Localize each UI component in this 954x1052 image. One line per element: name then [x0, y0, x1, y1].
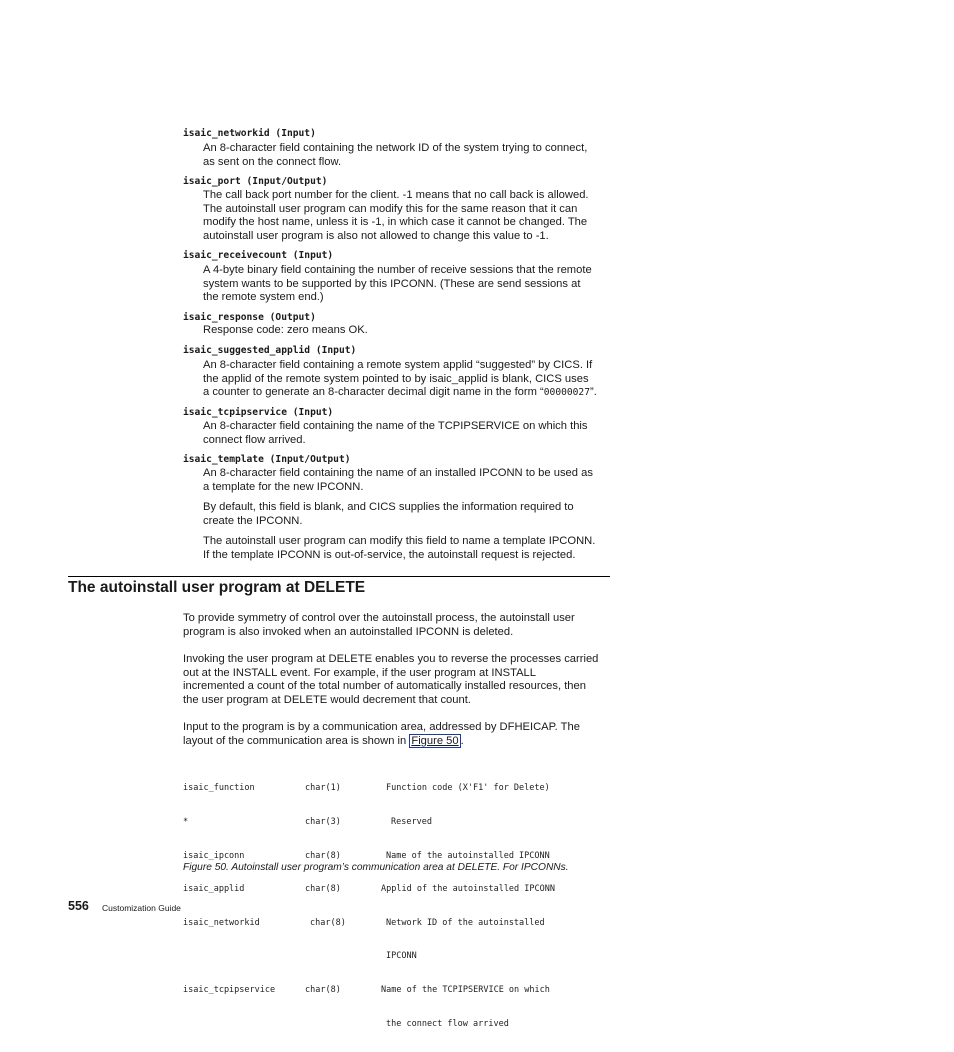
desc-line: An 8-character field containing a remote system applid “suggested” by CICS. If: [203, 359, 593, 371]
field-description-extra: [203, 535, 613, 562]
field-term: isaic_receivecount (Input): [183, 250, 334, 261]
desc-line: a template for the new IPCONN.: [203, 480, 364, 493]
desc-line: connect flow arrived.: [203, 433, 306, 446]
desc-line: [203, 386, 613, 400]
code-type: char(8): [305, 850, 341, 861]
field-term: isaic_networkid (Input): [183, 128, 316, 139]
desc-line: An 8-character field containing the name of an installed IPCONN to be used as: [203, 467, 593, 479]
code-type: [305, 951, 346, 962]
code-name: *: [183, 817, 189, 828]
code-desc: Applid of the autoinstalled IPCONN: [381, 884, 555, 895]
field-description: [203, 324, 613, 338]
desc-line: autoinstall user program is also not allowed to change this value to -1.: [203, 229, 549, 242]
desc-line: as sent on the connect flow.: [203, 155, 342, 168]
para-line: program is also invoked when an autoinstalled IPCONN is deleted.: [183, 625, 514, 638]
code-name: isaic_applid: [183, 884, 245, 895]
field-term: isaic_tcpipservice (Input): [183, 407, 334, 418]
code-descriptions: [381, 761, 555, 1052]
code-desc: IPCONN: [386, 951, 417, 962]
section-rule: [68, 576, 610, 577]
desc-line: system wants to be supported by this IPCONN. (These are send sessions at: [203, 277, 581, 290]
para-line: Input to the program is by a communication area, addressed by DFHEICAP. The: [183, 721, 580, 733]
desc-line: If the template IPCONN is out-of-service, the autoinstall request is rejected.: [203, 548, 576, 561]
desc-line: Response code: zero means OK.: [203, 324, 368, 336]
code-name: [183, 1019, 275, 1030]
field-description: [203, 467, 613, 494]
code-type: char(3): [305, 817, 341, 828]
field-description: [203, 420, 613, 447]
figure-caption: Figure 50. Autoinstall user program’s communication area at DELETE. For IPCONNs.: [183, 862, 569, 873]
paragraph: [183, 653, 615, 707]
code-name: isaic_tcpipservice: [183, 985, 276, 996]
desc-text: ”.: [590, 386, 597, 399]
field-term: isaic_suggested_applid (Input): [183, 345, 357, 356]
desc-text: a counter to generate an 8-character decimal digit name in the form “: [203, 386, 544, 399]
page-number: 556: [68, 899, 89, 913]
code-name: isaic_networkid: [183, 917, 260, 928]
desc-line: By default, this field is blank, and CICS supplies the information required to: [203, 501, 574, 513]
code-type: char(8): [305, 884, 341, 895]
desc-line: The autoinstall user program can modify this field to name a template IPCONN.: [203, 535, 596, 547]
desc-line: the applid of the remote system pointed to by isaic_applid is blank, CICS uses: [203, 372, 589, 385]
desc-line: A 4-byte binary field containing the number of receive sessions that the remote: [203, 264, 592, 276]
para-line: incremented a count of the total number of automatically installed resources, then: [183, 680, 586, 693]
field-description: [203, 264, 613, 305]
code-types: [305, 761, 346, 1052]
code-desc: Network ID of the autoinstalled: [386, 917, 545, 928]
code-name: isaic_function: [183, 783, 255, 794]
code-desc: Reserved: [391, 817, 432, 828]
section-heading: The autoinstall user program at DELETE: [68, 579, 366, 596]
code-desc: Name of the TCPIPSERVICE on which: [381, 985, 550, 996]
para-line: out at the INSTALL event. For example, if the user program at INSTALL: [183, 666, 536, 679]
field-term: isaic_port (Input/Output): [183, 176, 328, 187]
code-desc: the connect flow arrived: [386, 1018, 509, 1029]
code-desc: Function code (X'F1' for Delete): [386, 783, 550, 794]
desc-line: An 8-character field containing the name of the TCPIPSERVICE on which this: [203, 420, 588, 432]
field-description: [203, 359, 613, 400]
desc-line: the remote system end.): [203, 291, 324, 304]
code-desc: Name of the autoinstalled IPCONN: [386, 850, 550, 861]
field-description: [203, 189, 613, 243]
field-term: isaic_response (Output): [183, 312, 316, 323]
code-name: isaic_ipconn: [183, 850, 245, 861]
para-text: layout of the communication area is shown in: [183, 734, 410, 747]
code-type: [305, 1019, 346, 1030]
field-description: [203, 142, 613, 169]
code-type: char(8): [310, 917, 346, 928]
para-line: [183, 735, 615, 749]
para-line: the user program at DELETE would decrement that count.: [183, 693, 471, 706]
code-type: char(8): [305, 985, 341, 996]
para-line: Invoking the user program at DELETE enables you to reverse the processes carried: [183, 653, 599, 665]
code-name: [183, 951, 275, 962]
desc-line: modify the host name, unless it is -1, in which case it cannot be changed. The: [203, 216, 588, 229]
desc-line: An 8-character field containing the network ID of the system trying to connect,: [203, 142, 588, 154]
desc-line: The call back port number for the client. -1 means that no call back is allowed.: [203, 189, 589, 201]
figure-50-link[interactable]: Figure 50: [411, 734, 459, 747]
desc-line: create the IPCONN.: [203, 514, 303, 527]
para-text: .: [460, 734, 464, 747]
para-line: To provide symmetry of control over the autoinstall process, the autoinstall user: [183, 612, 575, 624]
field-term: isaic_template (Input/Output): [183, 454, 351, 465]
desc-line: The autoinstall user program can modify this for the same reason that it can: [203, 202, 578, 215]
code-names: [183, 761, 275, 1052]
field-description-extra: [203, 501, 613, 528]
book-title: Customization Guide: [102, 903, 181, 913]
paragraph: [183, 612, 615, 639]
paragraph: [183, 721, 615, 748]
code-type: char(1): [305, 783, 341, 794]
example-code: 00000027: [543, 387, 590, 399]
